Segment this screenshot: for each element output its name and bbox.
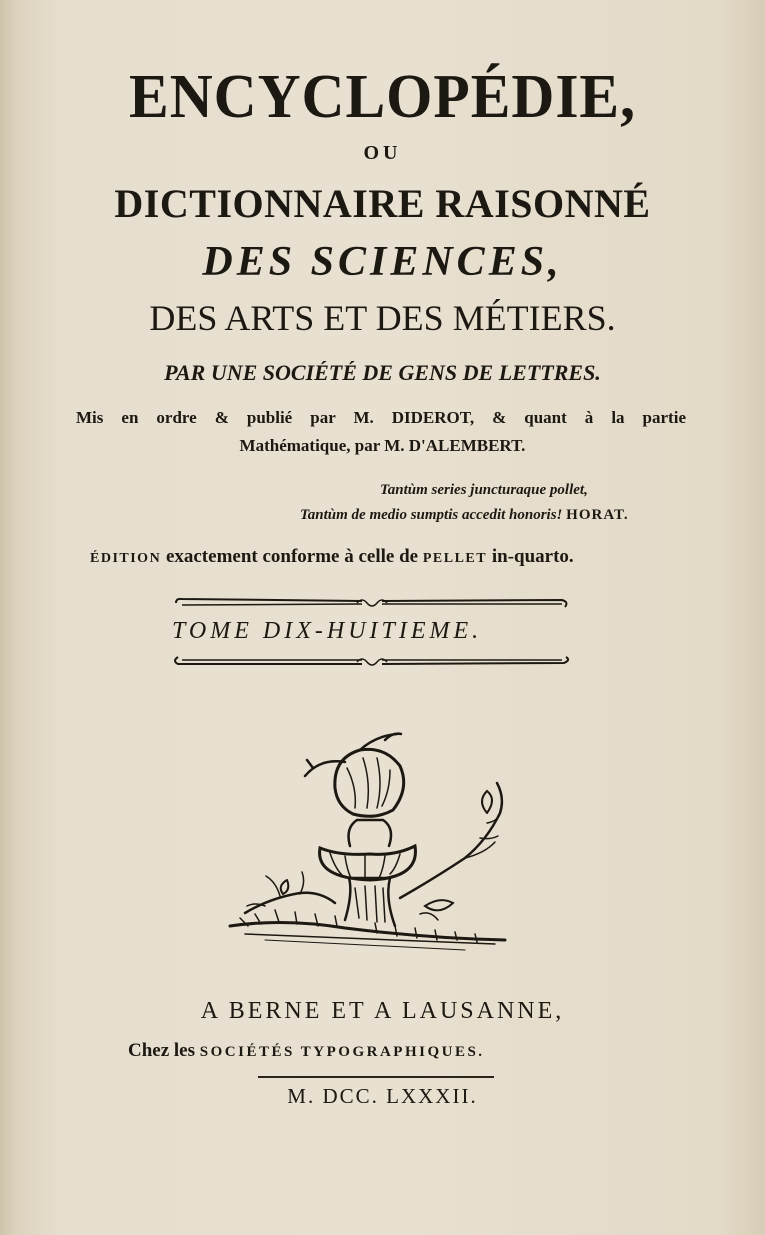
edition-suffix: in-quarto.: [487, 546, 574, 567]
subtitle-line-1: DICTIONNAIRE RAISONNÉ: [114, 181, 651, 226]
ornamental-rule-icon: [172, 597, 572, 609]
volume-number: TOME DIX-HUITIEME.: [172, 618, 483, 644]
authorship: PAR UNE SOCIÉTÉ DE GENS DE LETTRES.: [164, 360, 601, 385]
edition-middle: exactement conforme à celle de: [161, 546, 423, 567]
imprint-chez: Chez les: [128, 1040, 200, 1061]
imprint-rule: [258, 1076, 494, 1078]
epigraph-author: HORAT.: [566, 507, 629, 523]
conjunction: OU: [363, 142, 402, 164]
subtitle-line-2: DES SCIENCES,: [202, 239, 563, 285]
imprint-date: M. DCC. LXXXII.: [287, 1084, 478, 1108]
epigraph-line-2: [300, 507, 629, 524]
imprint-publisher: SOCIÉTÉS TYPOGRAPHIQUES.: [199, 1044, 485, 1060]
edition-prefix: ÉDITION: [90, 551, 162, 566]
editors-line-1: Mis en ordre & publié par M. DIDEROT, & quant à la partie: [76, 408, 686, 427]
imprint-publisher-line: [128, 1040, 485, 1062]
epigraph-text: Tantùm de medio sumptis accedit honoris!: [300, 507, 563, 523]
ornamental-rule-icon: [172, 655, 572, 667]
subtitle-line-3: DES ARTS ET DES MÉTIERS.: [149, 298, 616, 338]
edition-name: PELLET: [422, 551, 488, 566]
imprint-place: A BERNE ET A LAUSANNE,: [200, 998, 565, 1024]
vignette-urn-with-branch-icon: [225, 728, 515, 960]
book-title: ENCYCLOPÉDIE,: [129, 63, 636, 131]
editors-line-2: Mathématique, par M. D'ALEMBERT.: [239, 436, 526, 455]
edition-note: [90, 546, 574, 568]
epigraph-line-1: Tantùm series juncturaque pollet,: [380, 482, 588, 498]
